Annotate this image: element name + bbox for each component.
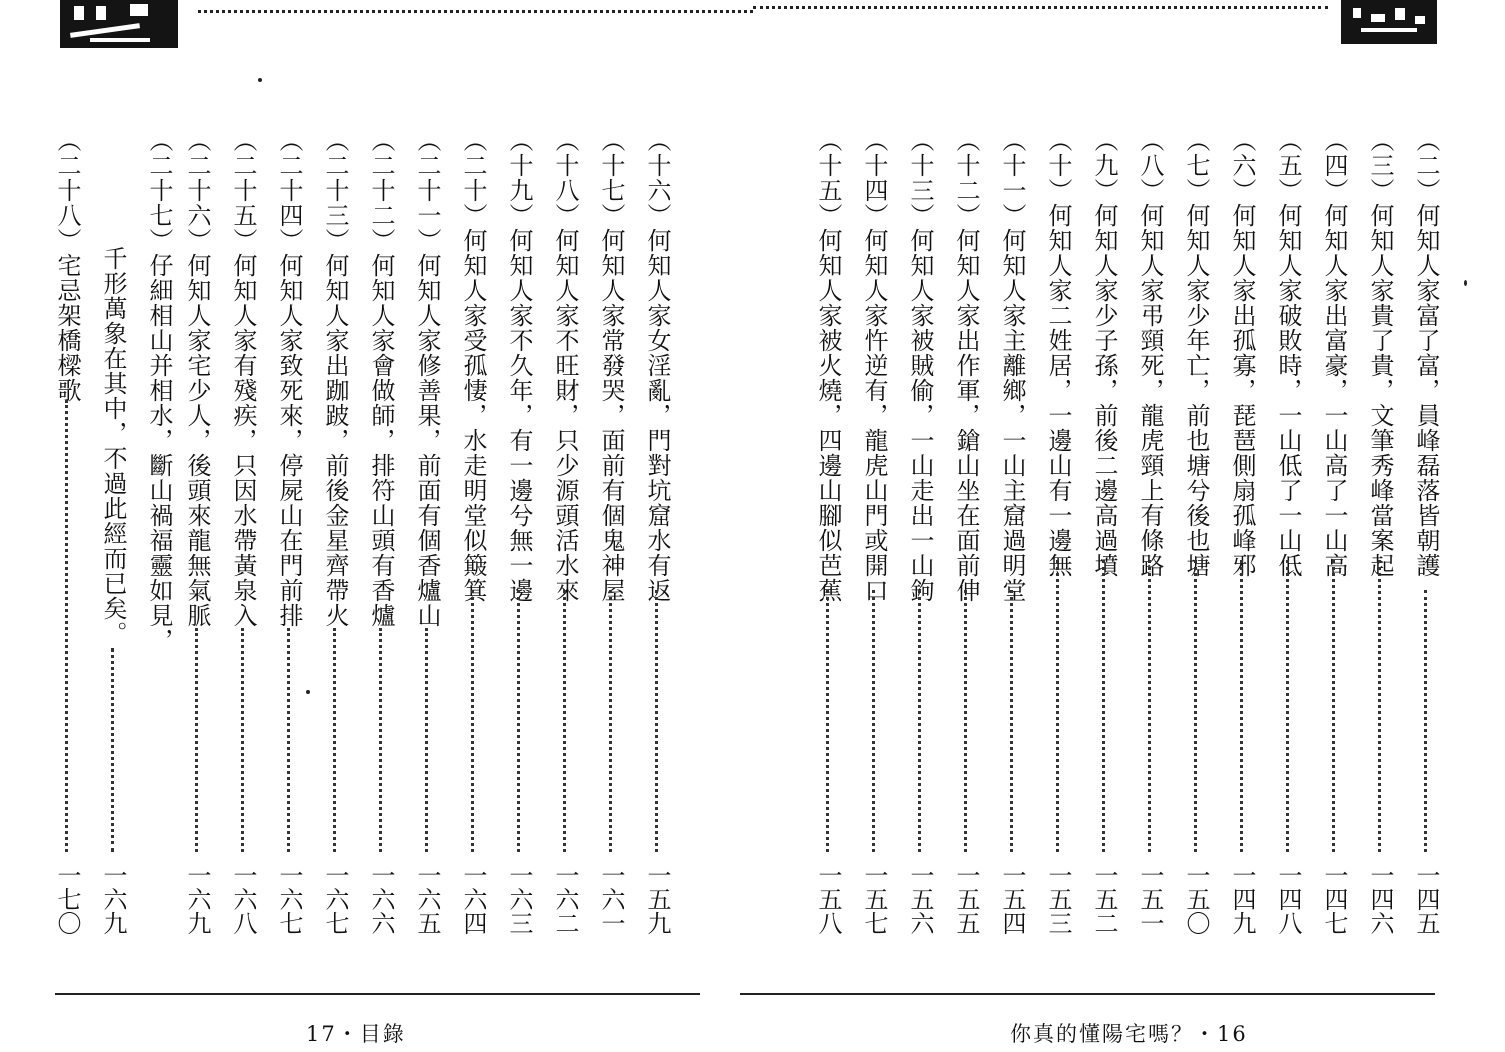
toc-entry xyxy=(812,128,844,935)
toc-entry-title: （二十七）仔細相山并相水，斷山禍福靈如見， xyxy=(145,128,173,653)
toc-entry xyxy=(51,128,83,935)
toc-entry-page: 一六九 xyxy=(99,863,127,935)
dot-leader xyxy=(1148,560,1151,852)
toc-entry-page: 一五一 xyxy=(1136,863,1164,935)
toc-entry-page: 一五四 xyxy=(998,863,1026,935)
toc-entry-page: 一六五 xyxy=(413,863,441,935)
toc-entry-title: （十四）何知人家忤逆有，龍虎山門或開口 xyxy=(860,128,888,603)
toc-entry-title: （二十五）何知人家有殘疾，只因水帶黃泉入 xyxy=(229,128,257,628)
toc-entry-title: （二十六）何知人家宅少人，後頭來龍無氣脈 xyxy=(183,128,211,628)
toc-entry-page: 一六七 xyxy=(275,863,303,935)
toc-entry-title: （九）何知人家少子孫，前後二邊高過墳 xyxy=(1090,128,1118,578)
dot-leader xyxy=(1056,560,1059,852)
footer-rule-left xyxy=(55,993,700,995)
dot-leader xyxy=(111,648,114,852)
toc-entry xyxy=(549,128,581,935)
toc-entry-title: （十三）何知人家被賊偷，一山走出一山鉤 xyxy=(906,128,934,603)
toc-entry-page: 一五七 xyxy=(860,863,888,935)
toc-entry xyxy=(181,128,213,935)
dot-leader xyxy=(379,628,382,852)
toc-entry xyxy=(143,128,175,928)
toc-entry-title: （六）何知人家出孤寡，琵琶側扇孤峰邪 xyxy=(1228,128,1256,578)
toc-entry-title: （十）何知人家二姓居，一邊山有一邊無 xyxy=(1044,128,1072,578)
toc-entry-title: （十九）何知人家不久年，有一邊兮無一邊 xyxy=(505,128,533,603)
toc-entry xyxy=(1318,128,1350,935)
header-ornament-right xyxy=(1341,0,1437,44)
toc-entry-page: 一六四 xyxy=(459,863,487,935)
toc-entry xyxy=(365,128,397,935)
toc-entry xyxy=(1180,128,1212,935)
toc-entry-title: （七）何知人家少年亡，前也塘兮後也塘 xyxy=(1182,128,1210,578)
dot-leader xyxy=(1286,560,1289,852)
toc-entry-page: 一六六 xyxy=(367,863,395,935)
toc-entry-page: 一五六 xyxy=(906,863,934,935)
dot-leader xyxy=(918,590,921,852)
dot-leader xyxy=(872,590,875,852)
toc-entry-page: 一七〇 xyxy=(53,863,81,935)
dot-leader xyxy=(826,590,829,852)
toc-entry-title: （二十四）何知人家致死來，停屍山在門前排 xyxy=(275,128,303,628)
toc-entry-page: 一五八 xyxy=(814,863,842,935)
toc-entry xyxy=(411,128,443,935)
footer-rule-right xyxy=(740,993,1435,995)
toc-entry-page: 一六八 xyxy=(229,863,257,935)
toc-entry-title: （十二）何知人家出作軍，鎗山坐在面前伸 xyxy=(952,128,980,603)
dot-leader xyxy=(1010,590,1013,852)
toc-entry xyxy=(97,128,129,935)
toc-entry-page: 一五〇 xyxy=(1182,863,1210,935)
toc-entry-title: （十八）何知人家不旺財，只少源頭活水來 xyxy=(551,128,579,603)
toc-entry-page: 一六七 xyxy=(321,863,349,935)
dot-leader xyxy=(1424,590,1427,852)
toc-entry xyxy=(858,128,890,935)
toc-entry xyxy=(1088,128,1120,935)
toc-entry-title: （十五）何知人家被火燒，四邊山腳似芭蕉 xyxy=(814,128,842,603)
dot-leader xyxy=(1332,560,1335,852)
dot-leader xyxy=(1240,560,1243,852)
header-ornament-left xyxy=(60,0,178,48)
header-dot-leader-right xyxy=(753,6,1328,21)
toc-entry xyxy=(1134,128,1166,935)
dot-leader xyxy=(609,590,612,852)
left-page-footer: 17・目錄 xyxy=(306,1022,406,1046)
toc-entry xyxy=(1272,128,1304,935)
toc-entry-page: 一四五 xyxy=(1412,863,1440,935)
toc-entry-page: 一四七 xyxy=(1320,863,1348,935)
print-speck xyxy=(306,690,310,694)
toc-entry-title: （二十）何知人家受孤悽，水走明堂似簸箕 xyxy=(459,128,487,603)
dot-leader xyxy=(1102,560,1105,852)
toc-entry-title: （八）何知人家弔頸死，龍虎頸上有條路 xyxy=(1136,128,1164,578)
toc-entry xyxy=(1226,128,1258,935)
toc-entry-page: 一六二 xyxy=(551,863,579,935)
dot-leader xyxy=(964,590,967,852)
toc-entry-title: （三）何知人家貴了貴，文筆秀峰當案起 xyxy=(1366,128,1394,578)
dot-leader xyxy=(287,628,290,852)
toc-entry xyxy=(273,128,305,935)
toc-entry-page: 一五二 xyxy=(1090,863,1118,935)
toc-entry xyxy=(595,128,627,935)
toc-entry xyxy=(1042,128,1074,935)
toc-entry-page: 一六三 xyxy=(505,863,533,935)
toc-entry xyxy=(641,128,673,935)
print-speck xyxy=(1464,280,1467,286)
dot-leader xyxy=(1378,560,1381,852)
toc-entry-page: 一四八 xyxy=(1274,863,1302,935)
dot-leader xyxy=(471,590,474,852)
print-speck xyxy=(258,78,262,82)
dot-leader xyxy=(195,628,198,852)
dot-leader xyxy=(655,590,658,852)
toc-entry-page: 一五五 xyxy=(952,863,980,935)
toc-entry-title: （二十三）何知人家出跏跛，前後金星齊帶火 xyxy=(321,128,349,628)
toc-entry-title: （二十二）何知人家會做師，排符山頭有香爐 xyxy=(367,128,395,628)
toc-entry xyxy=(457,128,489,935)
toc-entry xyxy=(1410,128,1442,935)
right-page-footer: 你真的懂陽宅嗎？・16 xyxy=(1010,1022,1248,1046)
dot-leader xyxy=(65,400,68,852)
toc-entry xyxy=(503,128,535,935)
toc-entry-title: （五）何知人家破敗時，一山低了一山低 xyxy=(1274,128,1302,578)
toc-entry xyxy=(996,128,1028,935)
toc-entry-page: 一五三 xyxy=(1044,863,1072,935)
dot-leader xyxy=(241,628,244,852)
toc-entry-page: 一四六 xyxy=(1366,863,1394,935)
dot-leader xyxy=(1194,560,1197,852)
toc-entry-page: 一六一 xyxy=(597,863,625,935)
toc-entry xyxy=(319,128,351,935)
toc-entry-title: （二十一）何知人家修善果，前面有個香爐山 xyxy=(413,128,441,628)
toc-entry-title: （四）何知人家出富豪，一山高了一山高 xyxy=(1320,128,1348,578)
toc-entry-title: （十六）何知人家女淫亂，門對坑窟水有返 xyxy=(643,128,671,603)
toc-entry xyxy=(950,128,982,935)
toc-entry-title: （二）何知人家富了富，員峰磊落皆朝護 xyxy=(1412,128,1440,578)
dot-leader xyxy=(517,590,520,852)
toc-entry-page: 一四九 xyxy=(1228,863,1256,935)
toc-entry-title: （二十八）宅忌架橋樑歌 xyxy=(53,128,81,403)
toc-entry-page: 一六九 xyxy=(183,863,211,935)
header-dot-leader-left xyxy=(198,10,753,25)
dot-leader xyxy=(425,628,428,852)
toc-entry-title: 千形萬象在其中，不過此經而已矣。 xyxy=(99,246,127,646)
toc-entry xyxy=(1364,128,1396,935)
toc-entry-title: （十七）何知人家常發哭，面前有個鬼神屋 xyxy=(597,128,625,603)
toc-entry xyxy=(227,128,259,935)
dot-leader xyxy=(333,628,336,852)
toc-entry-page: 一五九 xyxy=(643,863,671,935)
toc-entry xyxy=(904,128,936,935)
toc-entry-title: （十一）何知人家主離鄉，一山主窟過明堂 xyxy=(998,128,1026,603)
dot-leader xyxy=(563,590,566,852)
